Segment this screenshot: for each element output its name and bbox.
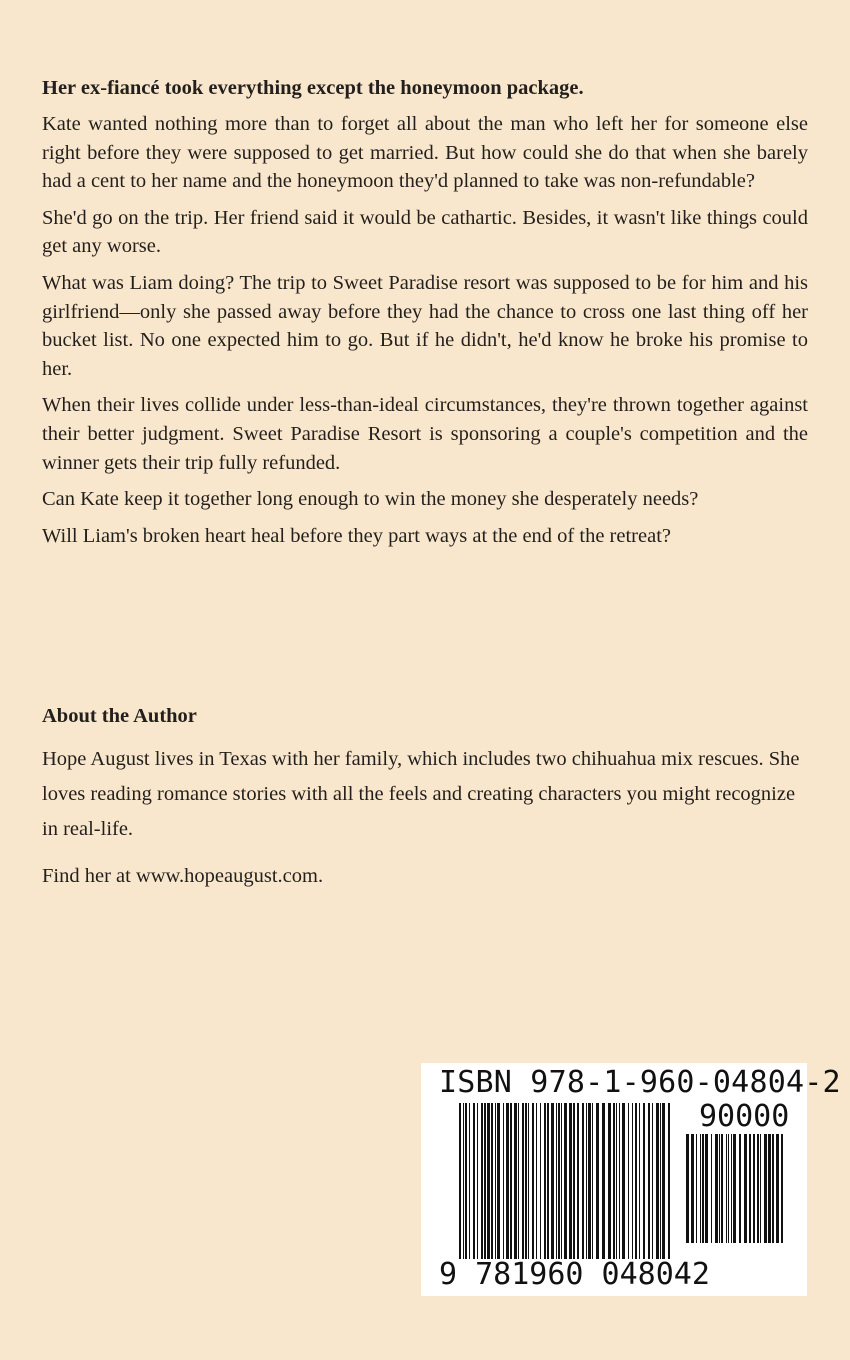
barcode-bar (473, 1103, 475, 1259)
barcode-bar (459, 1103, 461, 1259)
barcode-bar (514, 1103, 517, 1259)
barcode-bar (518, 1103, 519, 1259)
barcode-bar (551, 1103, 554, 1259)
barcode-bar (711, 1134, 712, 1243)
blurb-paragraph: When their lives collide under less-than-ideal circumstances, they're thrown together against their better judgment. Sweet Paradise Resort is sponsoring a couple's competition and the winner gets their trip fully refunded. (42, 394, 808, 474)
barcode-bar (503, 1103, 504, 1259)
barcode-bar (586, 1103, 587, 1259)
barcode-bar (652, 1103, 653, 1259)
barcode-bar (547, 1103, 549, 1259)
blurb-paragraph: What was Liam doing? The trip to Sweet Paradise resort was supposed to be for him and his girlfriend—only she passed away before they had the chance to cross one last thing off her bucket list. No one expected him to go. But if he didn't, he'd know he broke his promise to her. (42, 271, 808, 380)
tagline: Her ex-fiancé took everything except the honeymoon package. (42, 77, 584, 99)
barcode-bar (760, 1134, 761, 1243)
barcode-bar (721, 1134, 723, 1243)
barcode-bar (487, 1103, 490, 1259)
barcode-bar (582, 1103, 584, 1259)
barcode-bar (573, 1103, 575, 1259)
barcode-bar (772, 1134, 774, 1243)
barcode-bar (702, 1134, 704, 1243)
barcode-bar (781, 1134, 783, 1243)
barcode-bar (739, 1134, 741, 1243)
barcode-bar (616, 1103, 617, 1259)
barcode-bar (628, 1103, 629, 1259)
barcode-bar (556, 1103, 557, 1259)
barcode-bar (602, 1103, 605, 1259)
barcode-bar (668, 1103, 670, 1259)
barcode-bar (592, 1103, 593, 1259)
barcode-bar (506, 1103, 509, 1259)
barcode-bar (660, 1103, 661, 1259)
barcode-bar (613, 1103, 615, 1259)
barcode-bar (715, 1134, 718, 1243)
barcode-bar (733, 1134, 736, 1243)
barcode-bar (757, 1134, 759, 1243)
blurb-paragraph: She'd go on the trip. Her friend said it would be cathartic. Besides, it wasn't like things could get any worse. (42, 206, 808, 258)
barcode-bar (696, 1134, 697, 1243)
barcode-bar (540, 1103, 541, 1259)
barcode-bar (731, 1134, 732, 1243)
about-heading: About the Author (42, 705, 197, 727)
author-bio: Hope August lives in Texas with her family, which includes two chihuahua mix rescues. She loves reading romance stories with all the feels and creating characters you might recognize in real-life. (42, 748, 800, 840)
barcode-bar (608, 1103, 611, 1259)
barcode-bar (497, 1103, 500, 1259)
barcode-bar (569, 1103, 572, 1259)
barcode-bar (662, 1103, 665, 1259)
barcode-bar (491, 1103, 493, 1259)
barcode-bar (768, 1134, 771, 1243)
barcode-bar (686, 1134, 689, 1243)
barcode-bar (656, 1103, 659, 1259)
blurb-paragraph: Will Liam's broken heart heal before they part ways at the end of the retreat? (42, 524, 671, 547)
barcode-bar (528, 1103, 529, 1259)
blurb-paragraph: Kate wanted nothing more than to forget all about the man who left her for someone else right before they were supposed to get married. But how could she do that when she barely had a cent to her name and the honeymoon they'd planned to take was non-refundable? (42, 113, 808, 193)
barcode-bar (691, 1134, 694, 1243)
barcode-bar (648, 1103, 650, 1259)
isbn-label: ISBN 978-1-960-04804-2 (439, 1065, 841, 1100)
barcode-bar (643, 1103, 645, 1259)
barcode-bar (700, 1134, 701, 1243)
barcode-bar (469, 1103, 470, 1259)
about-author-section (42, 702, 808, 906)
barcode-bar (495, 1103, 496, 1259)
barcode-bar (465, 1103, 467, 1259)
barcode-bar (619, 1103, 620, 1259)
barcode-bar (744, 1134, 747, 1243)
barcode-bar (532, 1103, 534, 1259)
barcode-bar (544, 1103, 546, 1259)
barcode-bar (726, 1134, 727, 1243)
barcode-bar (749, 1134, 751, 1243)
author-website: Find her at www.hopeaugust.com. (42, 865, 324, 887)
barcode-bar (622, 1103, 625, 1259)
barcode-bar (753, 1134, 755, 1243)
barcode-bar (481, 1103, 483, 1259)
blurb-paragraph: Can Kate keep it together long enough to win the money she desperately needs? (42, 488, 699, 511)
price-code: 90000 (699, 1099, 790, 1134)
barcode-bar (632, 1103, 633, 1259)
barcode-bar (522, 1103, 524, 1259)
barcode-bar (577, 1103, 579, 1259)
barcode-bar (536, 1103, 537, 1259)
barcode-bar (588, 1103, 591, 1259)
barcode-bar (719, 1134, 720, 1243)
barcode-bar (484, 1103, 486, 1259)
barcode-bar (705, 1134, 708, 1243)
barcode-bar (635, 1103, 637, 1259)
barcode-bar (776, 1134, 779, 1243)
barcode-bar (558, 1103, 560, 1259)
barcode-bar (596, 1103, 599, 1259)
barcode-bar (510, 1103, 512, 1259)
barcode-bar (525, 1103, 527, 1259)
barcode-bar (561, 1103, 562, 1259)
barcode-bar (477, 1103, 478, 1259)
barcode-bar (463, 1103, 464, 1259)
isbn-barcode (421, 1063, 841, 1296)
barcode-bar (639, 1103, 640, 1259)
barcode-bar (564, 1103, 567, 1259)
barcode-bar (764, 1134, 767, 1243)
ean-digits: 9 781960 048042 (439, 1257, 710, 1292)
barcode-bar (728, 1134, 729, 1243)
book-blurb (42, 74, 808, 558)
